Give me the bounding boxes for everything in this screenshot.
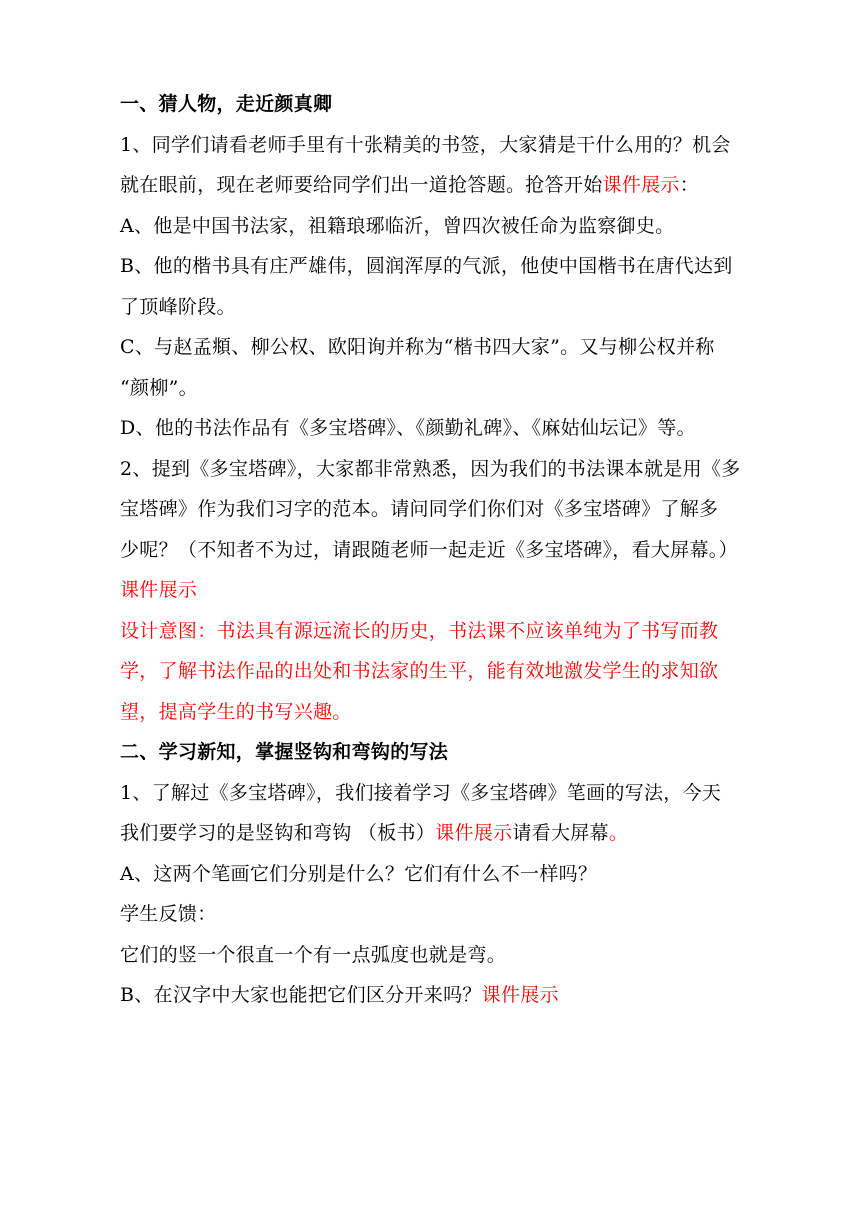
paragraph-line: 宝塔碑》作为我们习字的范本。请问同学们你们对《多宝塔碑》了解多 (120, 498, 719, 520)
paragraph-text: 。 (608, 822, 629, 844)
option-b (120, 975, 760, 1016)
paragraph-text: 请看大屏幕 (512, 822, 609, 844)
option-d: D、他的书法作品有《多宝塔碑》、《颜勤礼碑》、《麻姑仙坛记》等。 (120, 417, 696, 439)
design-intent-line: 学，了解书法作品的出处和书法家的生平，能有效地激发学生的求知欲 (120, 660, 719, 682)
paragraph-line (120, 813, 760, 854)
document-page (120, 84, 760, 1016)
section-1-heading: 一、猜人物，走近颜真卿 (120, 93, 333, 115)
courseware-link: 课件展示 (602, 174, 680, 196)
paragraph-line: 1、同学们请看老师手里有十张精美的书签，大家猜是干什么用的？机会 (120, 133, 731, 156)
paragraph-line: 2、提到《多宝塔碑》，大家都非常熟悉，因为我们的书法课本就是用《多 (120, 457, 741, 480)
courseware-link: 课件展示 (120, 579, 198, 601)
paragraph-text: 就在眼前，现在老师要给同学们出一道抢答题。抢答开始 (120, 174, 603, 196)
option-c-line: “颜柳”。 (120, 376, 198, 399)
courseware-link: 课件展示 (481, 984, 559, 1006)
design-intent-line: 望，提高学生的书写兴趣。 (120, 700, 352, 723)
design-intent-line: 设计意图：书法具有源远流长的历史，书法课不应该单纯为了书写而教 (120, 619, 719, 642)
paragraph-text: B、在汉字中大家也能把它们区分开来吗？ (120, 984, 482, 1006)
option-b-line: 了顶峰阶段。 (120, 295, 236, 318)
option-a: A、他是中国书法家，祖籍琅琊临沂，曾四次被任命为监察御史。 (120, 214, 675, 237)
courseware-link: 课件展示 (435, 822, 513, 844)
feedback-label: 学生反馈： (120, 903, 217, 925)
option-a: A、这两个笔画它们分别是什么？它们有什么不一样吗？ (120, 862, 598, 885)
paragraph-text: ： (679, 174, 700, 196)
feedback-text: 它们的竖一个很直一个有一点弧度也就是弯。 (120, 943, 507, 966)
paragraph-text: 我们要学习的是竖钩和弯钩 （板书） (120, 822, 436, 844)
option-b-line: B、他的楷书具有庄严雄伟，圆润浑厚的气派，他使中国楷书在唐代达到 (120, 255, 733, 277)
option-c-line: C、与赵孟頫、柳公权、欧阳询并称为“楷书四大家”。又与柳公权并称 (120, 336, 715, 358)
paragraph-line (120, 165, 760, 206)
paragraph-line: 1、了解过《多宝塔碑》，我们接着学习《多宝塔碑》笔画的写法，今天 (120, 781, 722, 804)
paragraph-line: 少呢？（不知者不为过，请跟随老师一起走近《多宝塔碑》，看大屏幕。） (120, 538, 738, 561)
section-2-heading: 二、学习新知，掌握竖钩和弯钩的写法 (120, 741, 449, 763)
